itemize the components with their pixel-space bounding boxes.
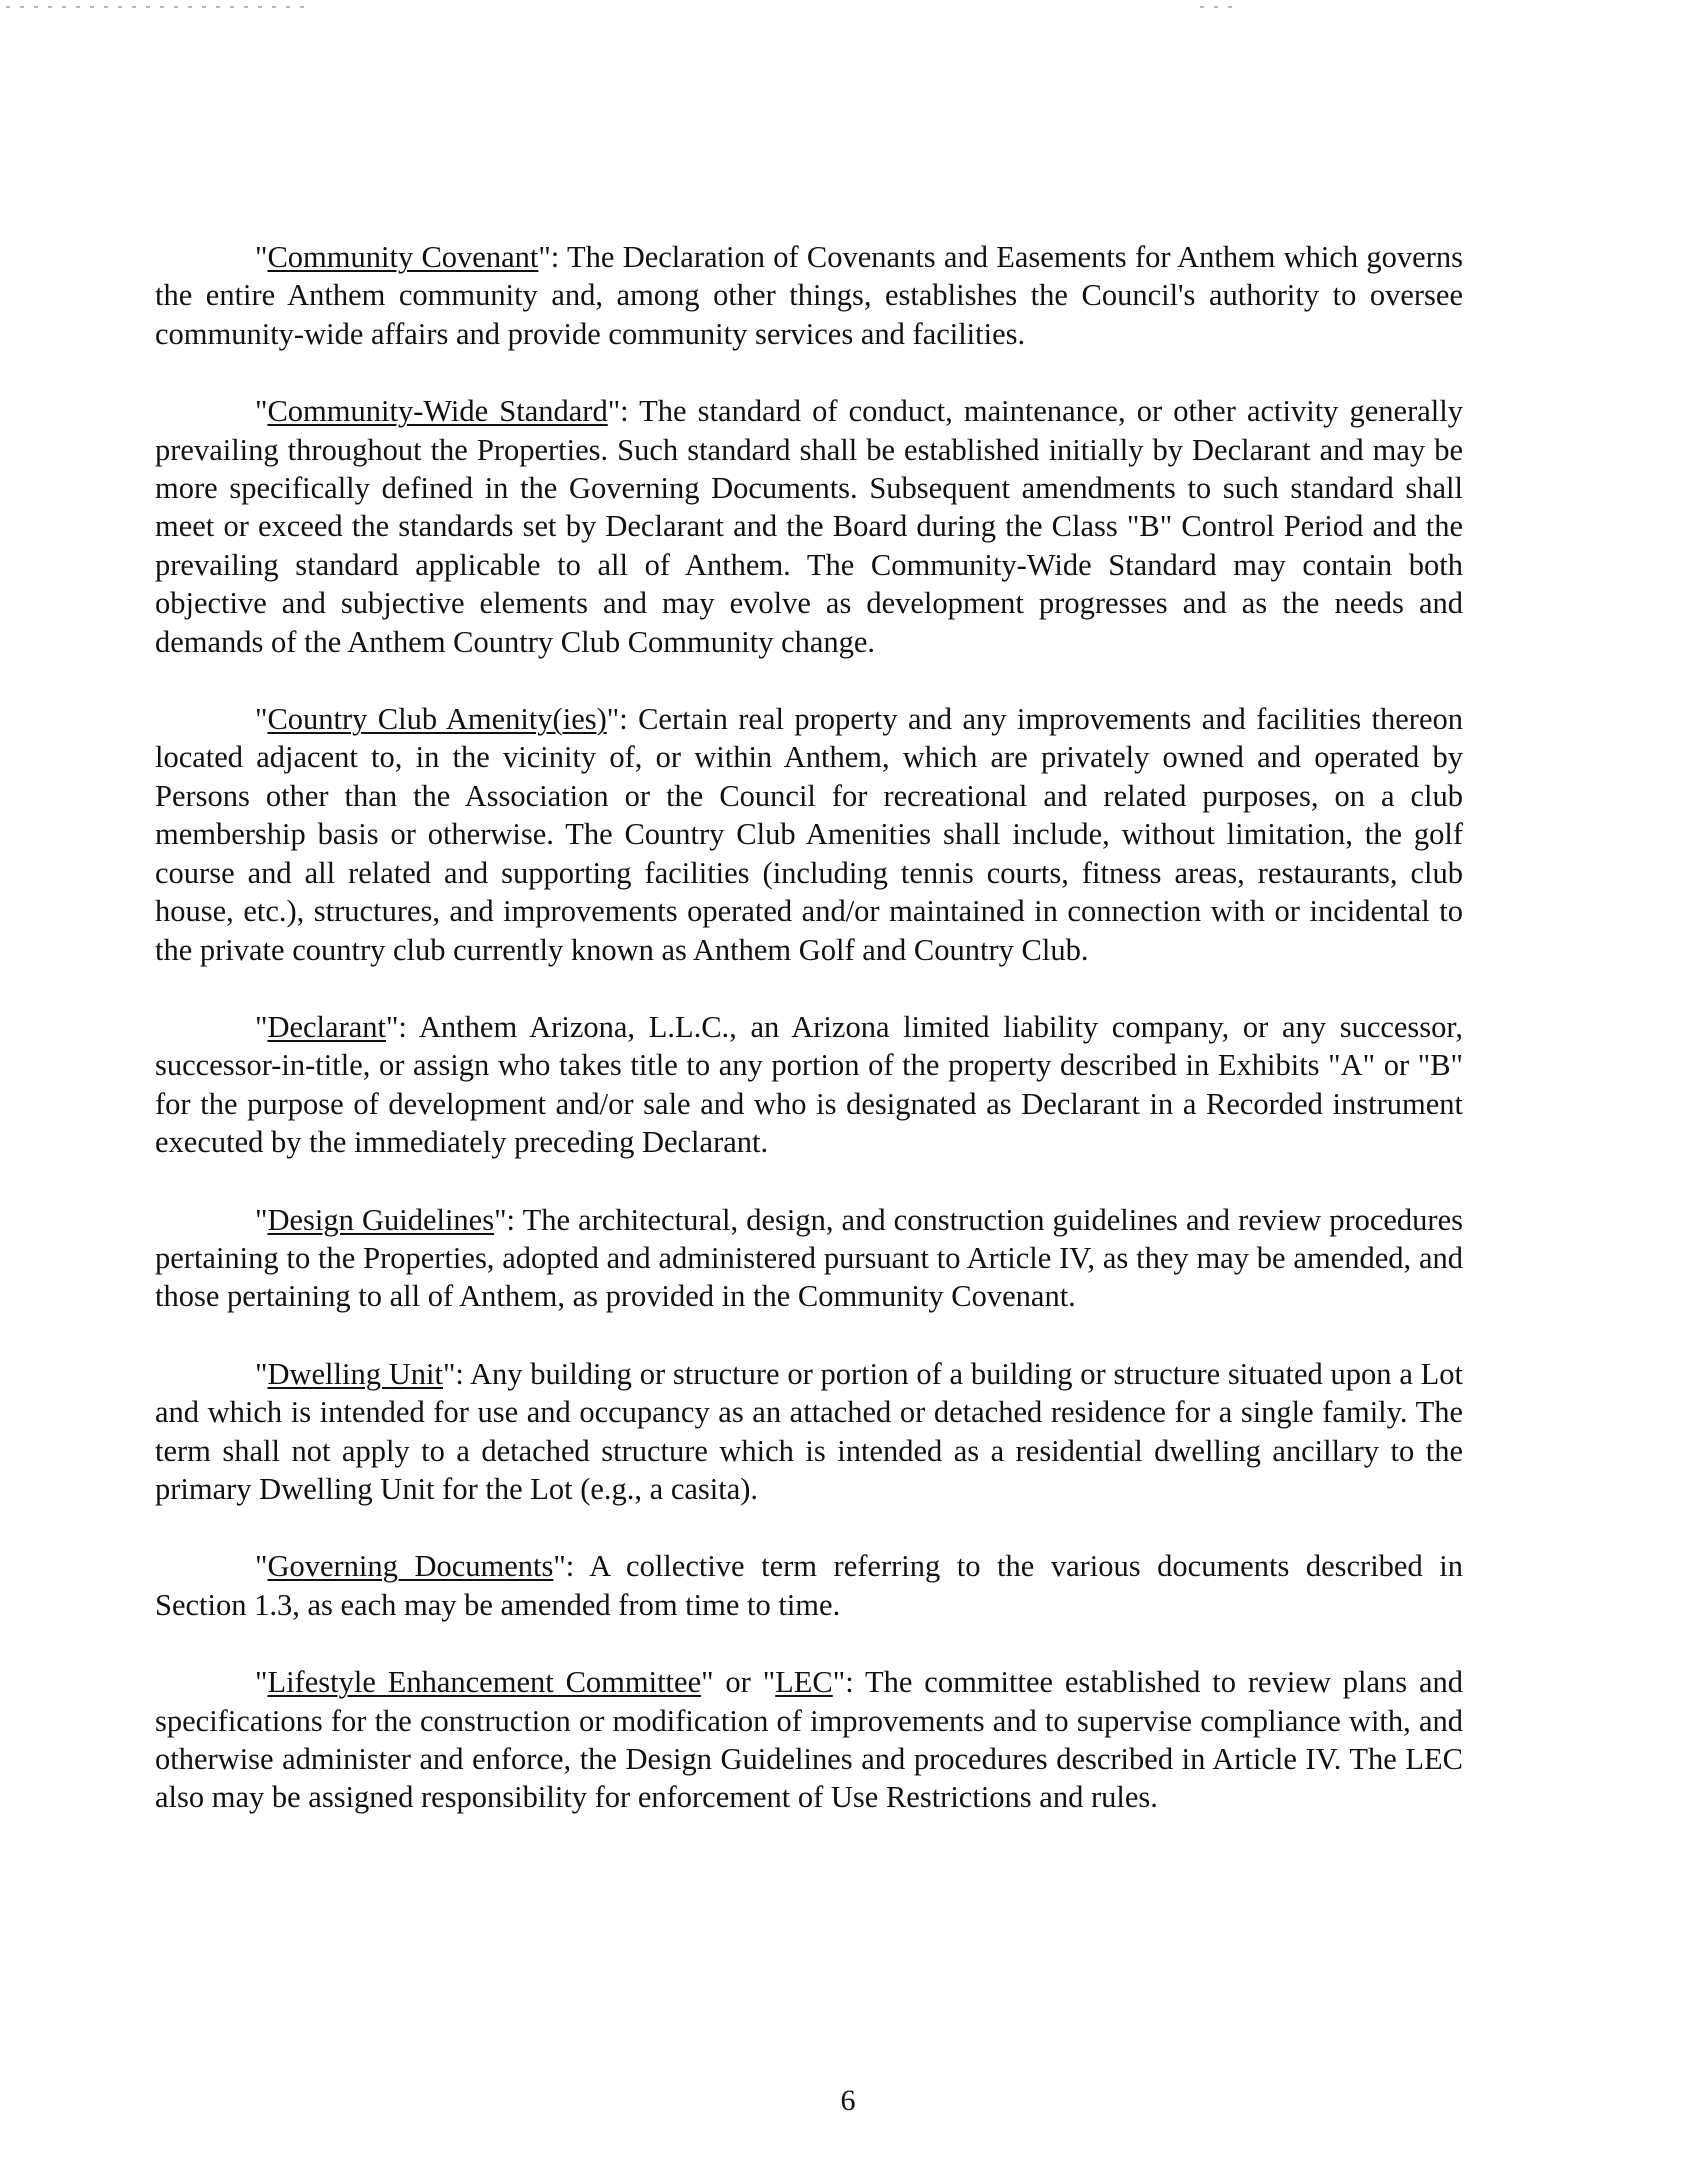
scan-artifact-top-left bbox=[6, 6, 306, 8]
definition-text: The architectural, design, and construction guidelines and review procedures pertaining to the Properties, adopted and administered pursuant to Article IV, as they may be amended, and those pertaining to all of Anthem, as provided in the Community Covenant. bbox=[155, 1202, 1463, 1314]
definition-text: The committee established to review plans and specifications for the construction or modification of improvements and to supervise compliance with, and otherwise administer and enforce, the Design Guidelines and procedures described in Article IV. The LEC also may be assigned responsibility for enforcement of Use Restrictions and rules. bbox=[155, 1665, 1464, 1815]
definition-text: The Declaration of Covenants and Easements for Anthem which governs the entire Anthem community and, among other things, establishes the Council's authority to oversee community-wide affairs and provide community services and facilities. bbox=[155, 240, 1463, 351]
term-lec: LEC bbox=[775, 1665, 833, 1700]
definition-text: Anthem Arizona, L.L.C., an Arizona limited liability company, or any successor, successor-in-title, or assign who takes title to any portion of the property described in Exhibits "A" or "B" for the purpose of development and/or sale and who is designated as Declarant in a Recorded instrument executed by the immediately preceding Declarant. bbox=[155, 1009, 1463, 1160]
definition-text: Certain real property and any improvements and facilities thereon located adjacent to, in the vicinity of, or within Anthem, which are privately owned and operated by Persons other than the Association or the Council for recreational and related purposes, on a club membership basis or otherwise. The Country Club Amenities shall include, without limitation, the golf course and all related and supporting facilities (including tennis courts, fitness areas, restaurants, club house, etc.), structures, and improvements operated and/or maintained in connection with or incidental to the private country club currently known as Anthem Golf and Country Club. bbox=[155, 702, 1463, 967]
term-dwelling-unit: Dwelling Unit bbox=[267, 1356, 443, 1391]
term-lifestyle-enhancement-committee: Lifestyle Enhancement Committee bbox=[267, 1665, 702, 1700]
definition-governing-documents: "Governing Documents": A collective term referring to the various documents described in Section 1.3, as each may be amended from time to time. bbox=[155, 1549, 1463, 1622]
definition-text: The standard of conduct, maintenance, or other activity generally prevailing throughout the Properties. Such standard shall be established initially by Declarant and may be more specifically defined in the Governing Documents. Subsequent amendments to such standard shall meet or exceed the standards set by Declarant and the Board during the Class "B" Control Period and the prevailing standard applicable to all of Anthem. The Community-Wide Standard may contain both objective and subjective elements and may evolve as development progresses and as the needs and demands of the Anthem Country Club Community change. bbox=[155, 394, 1463, 659]
page-number: 6 bbox=[840, 2084, 856, 2117]
definition-community-covenant: "Community Covenant": The Declaration of Covenants and Easements for Anthem which governs the entire Anthem community and, among other things, establishes the Council's authority to oversee community-wide affairs and provide community services and facilities. bbox=[155, 240, 1463, 351]
definition-country-club-amenities: "Country Club Amenity(ies)": Certain real property and any improvements and facilities thereon located adjacent to, in the vicinity of, or within Anthem, which are privately owned and operated by Persons other than the Association or the Council for recreational and related purposes, on a club membership basis or otherwise. The Country Club Amenities shall include, without limitation, the golf course and all related and supporting facilities (including tennis courts, fitness areas, restaurants, club house, etc.), structures, and improvements operated and/or maintained in connection with or incidental to the private country club currently known as Anthem Golf and Country Club. bbox=[155, 702, 1463, 967]
definition-dwelling-unit: "Dwelling Unit": Any building or structure or portion of a building or structure situated upon a Lot and which is intended for use and occupancy as an attached or detached residence for a single family. The term shall not apply to a detached structure which is intended as a residential dwelling ancillary to the primary Dwelling Unit for the Lot (e.g., a casita). bbox=[155, 1356, 1463, 1506]
term-community-covenant: Community Covenant bbox=[267, 240, 539, 274]
term-governing-documents: Governing Documents bbox=[267, 1549, 554, 1584]
definition-text: A collective term referring to the various documents described in Section 1.3, as each may be amended from time to time. bbox=[155, 1549, 1463, 1622]
definition-community-wide-standard: "Community-Wide Standard": The standard of conduct, maintenance, or other activity generally prevailing throughout the Properties. Such standard shall be established initially by Declarant and may be more specifically defined in the Governing Documents. Subsequent amendments to such standard shall meet or exceed the standards set by Declarant and the Board during the Class "B" Control Period and the prevailing standard applicable to all of Anthem. The Community-Wide Standard may contain both objective and subjective elements and may evolve as development progresses and as the needs and demands of the Anthem Country Club Community change. bbox=[155, 394, 1463, 659]
scan-artifact-top-right bbox=[1200, 6, 1240, 8]
term-country-club-amenities: Country Club Amenity(ies) bbox=[267, 702, 607, 737]
definition-design-guidelines: "Design Guidelines": The architectural, design, and construction guidelines and review procedures pertaining to the Properties, adopted and administered pursuant to Article IV, as they may be amended, and those pertaining to all of Anthem, as provided in the Community Covenant. bbox=[155, 1202, 1463, 1314]
definition-declarant: "Declarant": Anthem Arizona, L.L.C., an Arizona limited liability company, or any successor, successor-in-title, or assign who takes title to any portion of the property described in Exhibits "A" or "B" for the purpose of development and/or sale and who is designated as Declarant in a Recorded instrument executed by the immediately preceding Declarant. bbox=[155, 1009, 1463, 1160]
term-declarant: Declarant bbox=[267, 1009, 386, 1044]
term-design-guidelines: Design Guidelines bbox=[267, 1202, 495, 1237]
definition-text: Any building or structure or portion of a building or structure situated upon a Lot and which is intended for use and occupancy as an attached or detached residence for a single family. The term shall not apply to a detached structure which is intended as a residential dwelling ancillary to the primary Dwelling Unit for the Lot (e.g., a casita). bbox=[155, 1356, 1463, 1506]
document-page bbox=[155, 238, 1463, 1856]
definition-lifestyle-enhancement-committee: "Lifestyle Enhancement Committee" or "LEC": The committee established to review plans and specifications for the construction or modification of improvements and to supervise compliance with, and otherwise administer and enforce, the Design Guidelines and procedures described in Article IV. The LEC also may be assigned responsibility for enforcement of Use Restrictions and rules. bbox=[155, 1665, 1464, 1815]
term-community-wide-standard: Community-Wide Standard bbox=[267, 394, 608, 429]
